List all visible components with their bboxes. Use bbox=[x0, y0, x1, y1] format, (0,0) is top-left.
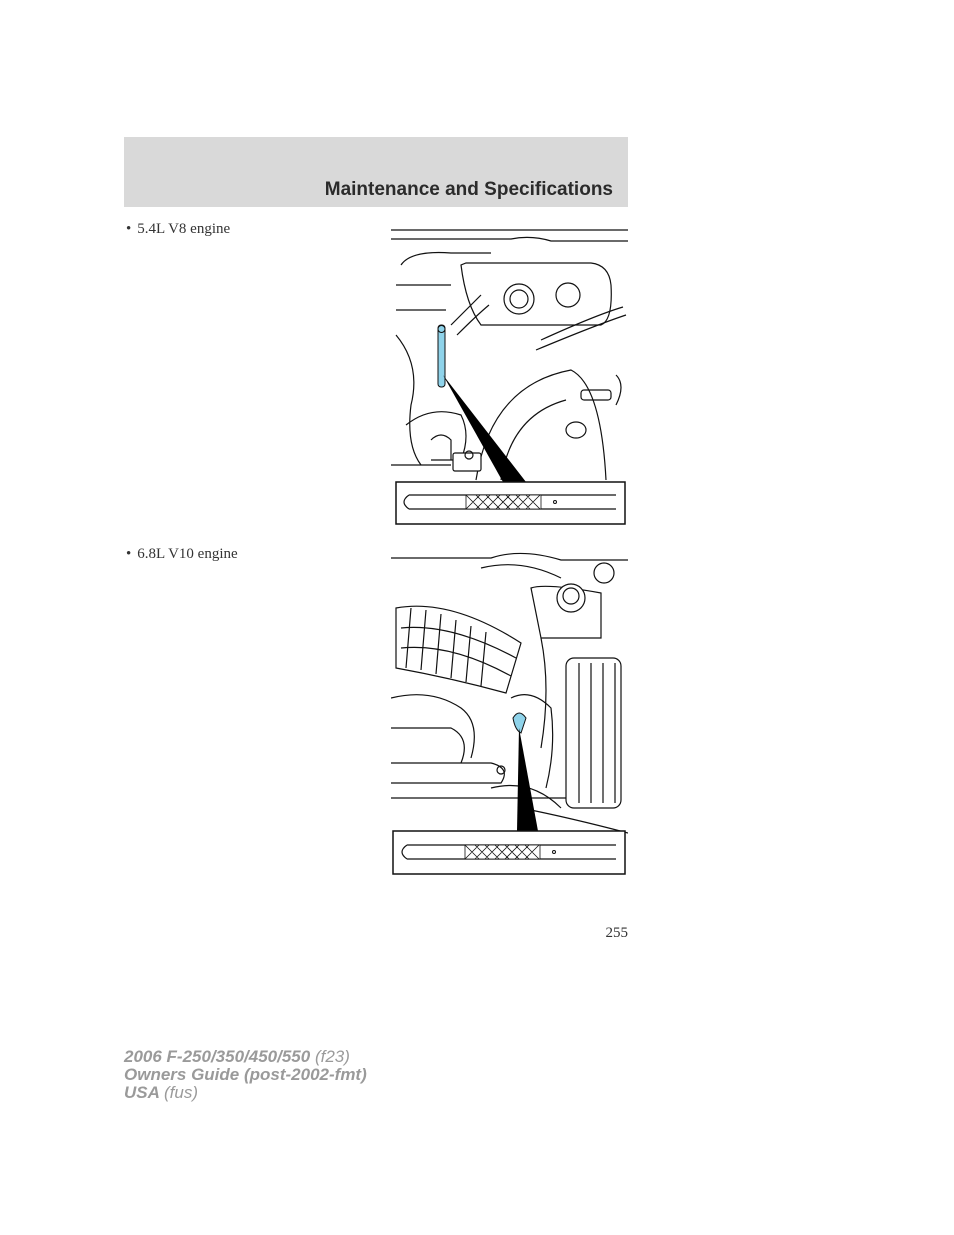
section-title: Maintenance and Specifications bbox=[324, 179, 613, 200]
bullet-item-6-8l bbox=[126, 546, 238, 563]
document-footer bbox=[124, 1048, 367, 1102]
footer-line-model: 2006 F-250/350/450/550 (f23) bbox=[124, 1047, 350, 1066]
engine-5-4l-illustration bbox=[391, 225, 628, 526]
page-number: 255 bbox=[605, 925, 628, 941]
bullet-icon: • bbox=[126, 221, 132, 237]
engine-5-4l-diagram bbox=[391, 225, 628, 526]
bullet-item-5-4l bbox=[126, 221, 230, 238]
section-header-band bbox=[124, 137, 628, 207]
footer-line-guide: Owners Guide (post-2002-fmt) bbox=[124, 1065, 367, 1084]
bullet-label: 5.4L V8 engine bbox=[137, 221, 231, 237]
bullet-icon: • bbox=[126, 546, 132, 562]
engine-6-8l-diagram bbox=[391, 548, 628, 876]
footer-line-market: USA (fus) bbox=[124, 1083, 198, 1102]
bullet-label: 6.8L V10 engine bbox=[137, 546, 238, 562]
engine-6-8l-illustration bbox=[391, 548, 628, 876]
